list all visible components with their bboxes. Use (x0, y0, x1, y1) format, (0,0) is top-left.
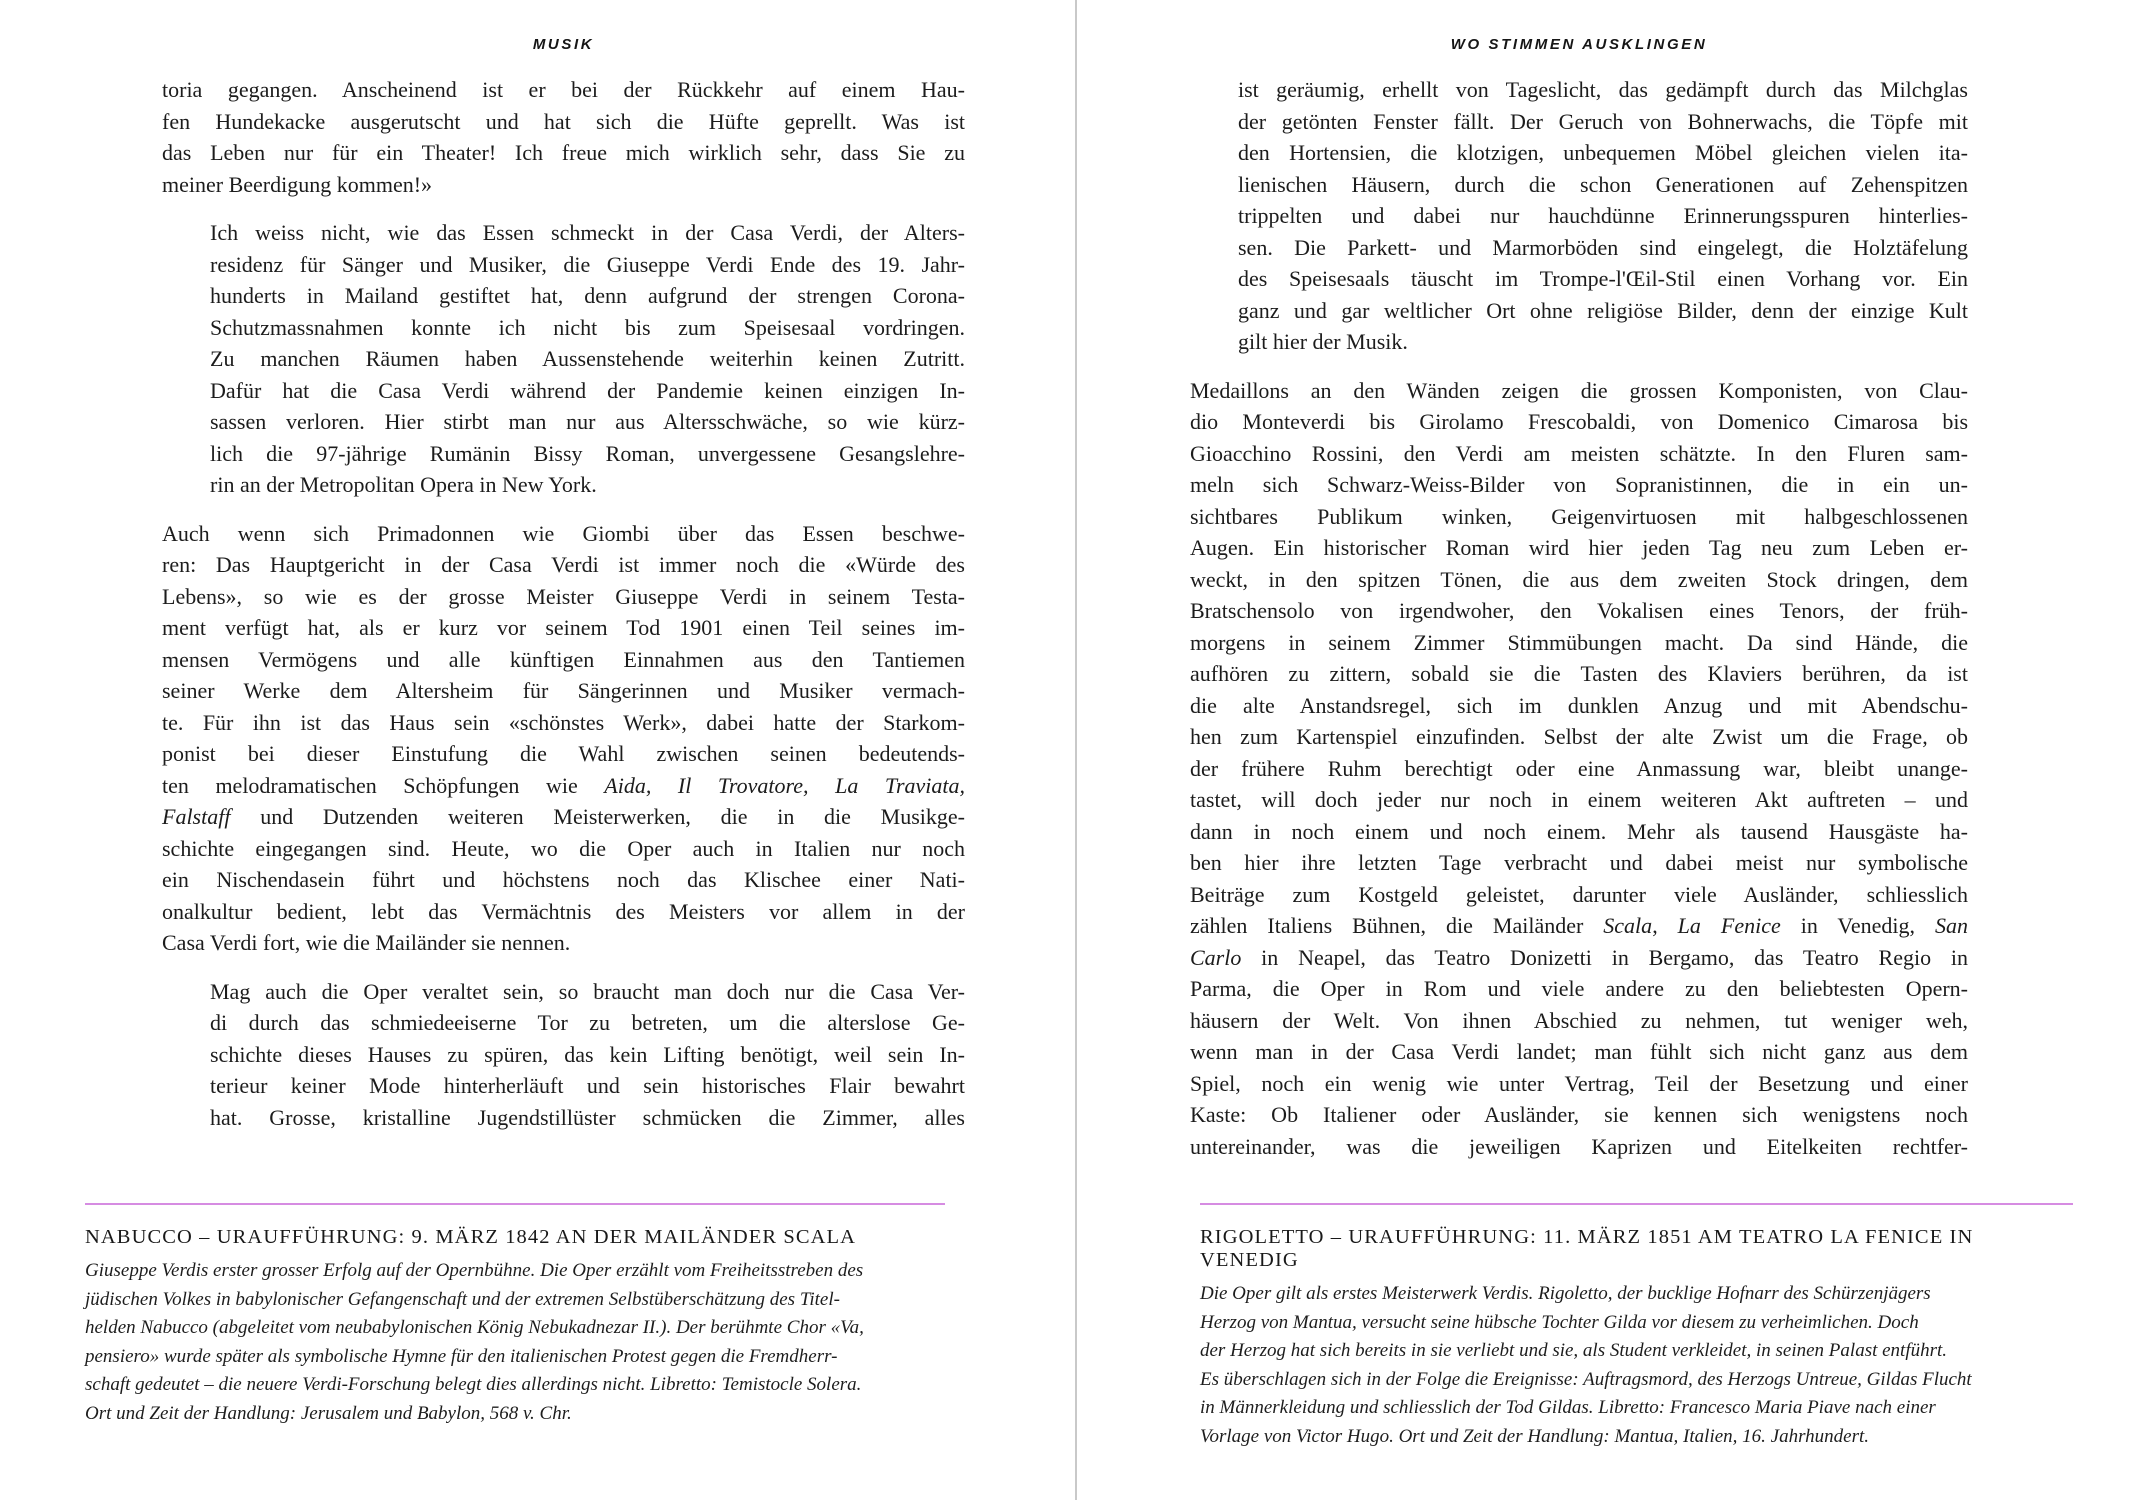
text-line: ponist bei dieser Einstufung die Wahl zwischen seinen bedeutends- (162, 741, 965, 766)
text-line: hen zum Kartenspiel einzufinden. Selbst der alte Zwist um die Frage, ob (1190, 724, 1968, 749)
text-line: Falstaff und Dutzenden weiteren Meisterwerken, die in die Musikge- (162, 804, 965, 829)
footnote-line: pensiero» wurde später als symbolische Hymne für den italienischen Protest gegen die Fremdherr- (85, 1345, 838, 1367)
text-line: weckt, in den spitzen Tönen, die aus dem zweiten Stock dringen, dem (1190, 566, 1968, 592)
text-line: ganz und gar weltlicher Ort ohne religiöse Bilder, denn der einzige Kult (1238, 297, 1968, 323)
text-line: residenz für Sänger und Musiker, die Giuseppe Verdi Ende des 19. Jahr- (210, 251, 965, 277)
text-line: Auch wenn sich Primadonnen wie Giombi über das Essen beschwe- (162, 520, 965, 546)
text-line: sen. Die Parkett- und Marmorböden sind eingelegt, die Holztäfelung (1238, 234, 1968, 260)
footnote-line: Die Oper gilt als erstes Meisterwerk Verdis. Rigoletto, der bucklige Hofnarr des Schürzenjägers (1200, 1283, 1931, 1304)
text-line: lienischen Häusern, durch die schon Generationen auf Zehenspitzen (1238, 171, 1968, 197)
text-line: hat. Grosse, kristalline Jugendstillüster schmücken die Zimmer, alles (210, 1104, 965, 1130)
paragraph (1238, 74, 1968, 358)
text-line: das Leben nur für ein Theater! Ich freue mich wirklich sehr, dass Sie zu (162, 140, 965, 165)
text-line: rin an der Metropolitan Opera in New York. (210, 472, 597, 497)
text-line: Kaste: Ob Italiener oder Ausländer, sie kennen sich wenigstens noch (1190, 1102, 1968, 1127)
footnote-block (1200, 1203, 2073, 1451)
footnote-line: Es überschlagen sich in der Folge die Ereignisse: Auftragsmord, des Herzogs Untreue, Gildas Flucht (1200, 1368, 1972, 1390)
text-line: meln sich Schwarz-Weiss-Bilder von Sopranistinnen, die in ein un- (1190, 472, 1968, 497)
text-line: ist geräumig, erhellt von Tageslicht, das gedämpft durch das Milchglas (1238, 77, 1968, 102)
text-line: ten melodramatischen Schöpfungen wie Aida, Il Trovatore, La Traviata, (162, 772, 965, 798)
text-line: Casa Verdi fort, wie die Mailänder sie nennen. (162, 930, 571, 955)
text-line: Carlo in Neapel, das Teatro Donizetti in Bergamo, das Teatro Regio in (1190, 944, 1968, 970)
paragraph (210, 976, 965, 1134)
text-line: des Speisesaals täuscht im Trompe-l'Œil-Stil einen Vorhang vor. Ein (1238, 266, 1968, 291)
footnote-line: schaft gedeutet – die neuere Verdi-Forschung belegt dies allerdings nicht. Libretto: Temistocle Solera. (85, 1374, 862, 1395)
text-line: Ich weiss nicht, wie das Essen schmeckt in der Casa Verdi, der Alters- (210, 220, 965, 245)
text-line: Medaillons an den Wänden zeigen die grossen Komponisten, von Clau- (1190, 377, 1968, 403)
text-line: Beiträge zum Kostgeld geleistet, darunter viele Ausländer, schliesslich (1190, 881, 1968, 907)
footnote-line: helden Nabucco (abgeleitet vom neubabylonischen König Nebukadnezar II.). Der berühmte Chor «Va, (85, 1317, 864, 1338)
text-line: die alte Anstandsregel, sich im dunklen Anzug und mit Abendschu- (1190, 692, 1968, 718)
text-line: sassen verloren. Hier stirbt man nur aus Altersschwäche, so wie kürz- (210, 409, 965, 434)
text-line: untereinander, was die jeweiligen Kaprizen und Eitelkeiten rechtfer- (1190, 1133, 1968, 1159)
text-line: dio Monteverdi bis Girolamo Frescobaldi, von Domenico Cimarosa bis (1190, 409, 1968, 434)
footnote-title: NABUCCO – URAUFFÜHRUNG: 9. MÄRZ 1842 AN DER MAILÄNDER SCALA (85, 1226, 857, 1248)
text-line: morgens in seinem Zimmer Stimmübungen macht. Da sind Hände, die (1190, 629, 1968, 655)
text-line: aufhören zu zittern, sobald sie die Tasten des Klaviers berühren, da ist (1190, 661, 1968, 686)
text-line: terieur keiner Mode hinterherläuft und sein historisches Flair bewahrt (210, 1073, 965, 1098)
body-column (162, 74, 965, 1133)
paragraph (1190, 375, 1968, 1163)
text-line: ben hier ihre letzten Tage verbracht und dabei meist nur symbolische (1190, 850, 1968, 875)
text-line: seiner Werke dem Altersheim für Sängerinnen und Musiker vermach- (162, 678, 965, 703)
text-line: wenn man in der Casa Verdi landet; man fühlt sich nicht ganz aus dem (1190, 1039, 1968, 1064)
footnote-line: in Männerkleidung und schliesslich der Tod Gildas. Libretto: Francesco Maria Piave nach einer (1200, 1397, 1936, 1418)
footnote-text (85, 1257, 945, 1428)
text-line: ment verfügt hat, als er kurz vor seinem Tod 1901 einen Teil seines im- (162, 615, 965, 640)
text-line: der frühere Ruhm berechtigt oder eine Anmassung war, bleibt unange- (1190, 755, 1968, 781)
text-line: ren: Das Hauptgericht in der Casa Verdi ist immer noch die «Würde des (162, 552, 965, 577)
text-line: lich die 97-jährige Rumänin Bissy Roman, unvergessene Gesangslehre- (210, 440, 965, 466)
paragraph (162, 518, 965, 959)
paragraph (162, 74, 965, 200)
text-line: Lebens», so wie es der grosse Meister Giuseppe Verdi in seinem Testa- (162, 583, 965, 609)
text-line: Zu manchen Räumen haben Aussenstehende weiterhin keinen Zutritt. (210, 346, 965, 371)
text-line: zählen Italiens Bühnen, die Mailänder Scala, La Fenice in Venedig, San (1190, 913, 1968, 938)
footnote-rule (85, 1203, 945, 1205)
text-line: der getönten Fenster fällt. Der Geruch von Bohnerwachs, die Töpfe mit (1238, 108, 1968, 134)
text-line: dann in noch einem und noch einem. Mehr als tausend Hausgäste ha- (1190, 818, 1968, 844)
text-line: gilt hier der Musik. (1238, 329, 1408, 354)
footnote-line: Ort und Zeit der Handlung: Jerusalem und Babylon, 568 v. Chr. (85, 1402, 572, 1424)
text-line: fen Hundekacke ausgerutscht und hat sich die Hüfte geprellt. Was ist (162, 108, 965, 134)
text-line: hunderts in Mailand gestiftet hat, denn aufgrund der strengen Corona- (210, 283, 965, 308)
page-divider (1075, 0, 1077, 1500)
text-line: Schutzmassnahmen konnte ich nicht bis zum Speisesaal vordringen. (210, 314, 965, 340)
page-kicker: MUSIK (532, 36, 595, 53)
text-line: sichtbares Publikum winken, Geigenvirtuosen mit halbgeschlossenen (1190, 503, 1968, 529)
footnote-line: der Herzog hat sich bereits in sie verliebt und sie, als Student verkleidet, in seinen Palast entführt. (1200, 1340, 1948, 1361)
text-line: Dafür hat die Casa Verdi während der Pandemie keinen einzigen In- (210, 377, 965, 403)
text-line: te. Für ihn ist das Haus sein «schönstes Werk», dabei hatte der Starkom- (162, 709, 965, 735)
footnote-title: RIGOLETTO – URAUFFÜHRUNG: 11. MÄRZ 1851 AM TEATRO LA FENICE IN VENEDIG (1200, 1226, 1974, 1271)
footnote-text (1200, 1280, 2073, 1451)
text-line: Spiel, noch ein wenig wie unter Vertrag, Teil der Besetzung und einer (1190, 1070, 1968, 1096)
text-line: meiner Beerdigung kommen!» (162, 171, 433, 197)
paragraph (210, 217, 965, 501)
text-line: onalkultur bedient, lebt das Vermächtnis des Meisters vor allem in der (162, 898, 965, 924)
text-line: Mag auch die Oper veraltet sein, so braucht man doch nur die Casa Ver- (210, 978, 965, 1004)
text-line: schichte dieses Hauses zu spüren, das kein Lifting benötigt, weil sein In- (210, 1041, 965, 1067)
text-line: Gioacchino Rossini, den Verdi am meisten schätzte. In den Fluren sam- (1190, 440, 1968, 466)
text-line: den Hortensien, die klotzigen, unbequemen Möbel gleichen vielen ita- (1238, 140, 1968, 165)
text-line: Parma, die Oper in Rom und viele andere zu den beliebtesten Opern- (1190, 976, 1968, 1001)
footnote-block (85, 1203, 945, 1428)
text-line: Bratschensolo von irgendwoher, den Vokalisen eines Tenors, der früh- (1190, 598, 1968, 623)
text-line: häusern der Welt. Von ihnen Abschied zu nehmen, tut weniger weh, (1190, 1007, 1968, 1033)
footnote-line: jüdischen Volkes in babylonischer Gefangenschaft und der extremen Selbstüberschätzung des Titel- (85, 1288, 840, 1310)
body-column (1190, 74, 1968, 1162)
footnote-line: Herzog von Mantua, versucht seine hübsche Tochter Gilda vor diesem zu verheimlichen. Doch (1200, 1311, 1919, 1333)
footnote-line: Vorlage von Victor Hugo. Ort und Zeit der Handlung: Mantua, Italien, 16. Jahrhundert. (1200, 1425, 1869, 1447)
text-line: schichte eingegangen sind. Heute, wo die Oper auch in Italien nur noch (162, 835, 965, 861)
text-line: trippelten und dabei nur hauchdünne Erinnerungsspuren hinterlies- (1238, 203, 1968, 228)
text-line: mensen Vermögens und alle künftigen Einnahmen aus den Tantiemen (162, 646, 965, 672)
footnote-rule (1200, 1203, 2073, 1205)
text-line: di durch das schmiedeeiserne Tor zu betreten, um die alterslose Ge- (210, 1010, 965, 1035)
text-line: tastet, will doch jeder nur noch in einem weiteren Akt auftreten – und (1190, 787, 1968, 812)
footnote-line: Giuseppe Verdis erster grosser Erfolg auf der Opernbühne. Die Oper erzählt vom Freiheitsstreben des (85, 1260, 864, 1281)
page-kicker: WO STIMMEN AUSKLINGEN (1450, 36, 1708, 53)
text-line: toria gegangen. Anscheinend ist er bei der Rückkehr auf einem Hau- (162, 77, 965, 102)
text-line: Augen. Ein historischer Roman wird hier jeden Tag neu zum Leben er- (1190, 535, 1968, 560)
text-line: ein Nischendasein führt und höchstens noch das Klischee einer Nati- (162, 867, 965, 892)
